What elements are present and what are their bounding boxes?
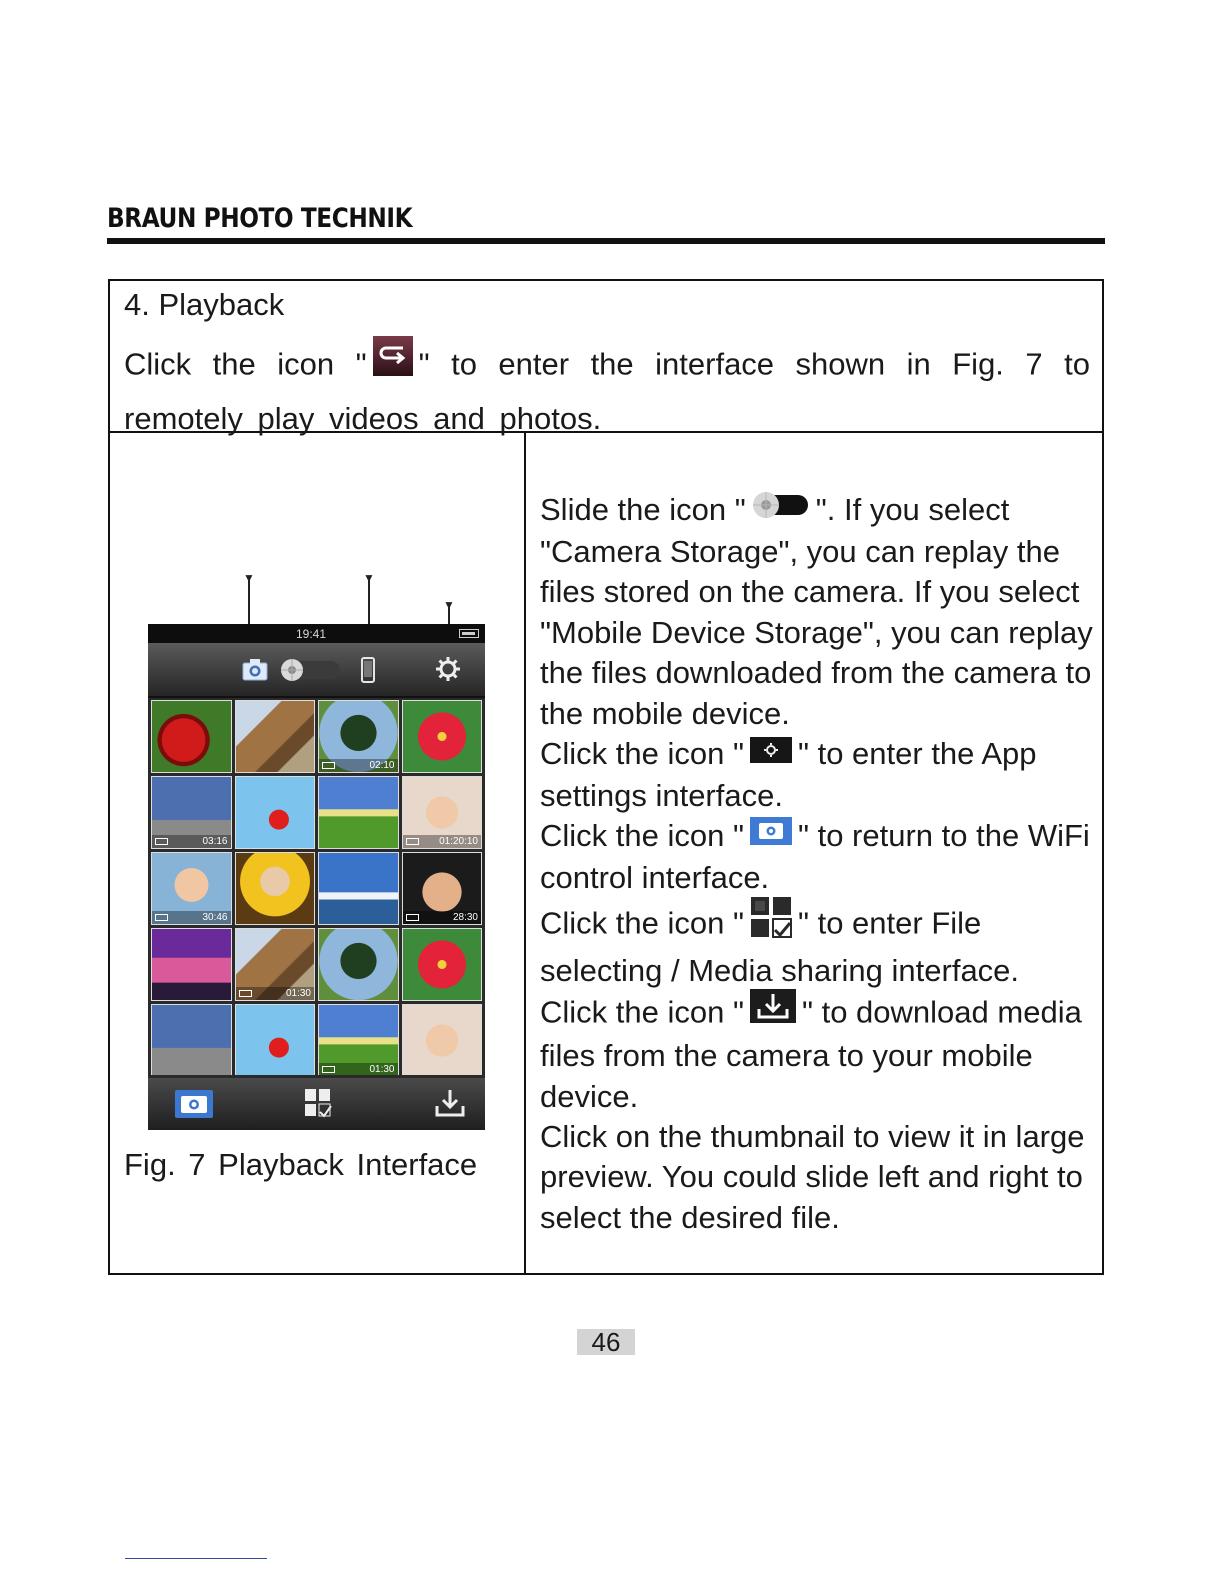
settings-icon[interactable] (435, 656, 461, 687)
thumbnail[interactable] (402, 700, 483, 773)
thumbnail[interactable] (151, 776, 232, 849)
camera-icon[interactable] (175, 1090, 213, 1123)
figure-cell (110, 432, 526, 1275)
video-icon (155, 914, 168, 921)
instruction-step (540, 734, 1100, 816)
storage-toggle-icon (752, 489, 810, 529)
instruction-step (540, 1117, 1100, 1238)
thumbnail[interactable] (402, 928, 483, 1001)
thumbnail-video-bar (319, 1063, 398, 1075)
video-icon (322, 1066, 335, 1073)
instruction-steps (540, 490, 1100, 1238)
video-duration: 02:10 (369, 760, 395, 771)
instruction-step (540, 899, 1100, 992)
thumbnail-grid (151, 700, 482, 1075)
thumbnail-video-bar (236, 987, 315, 1000)
thumbnail[interactable] (151, 1004, 232, 1075)
footer-rule (125, 1558, 267, 1559)
instructions-cell (526, 432, 1104, 1275)
intro-text (124, 339, 1090, 444)
status-time: 19:41 (296, 627, 327, 641)
video-duration: 01:30 (285, 988, 311, 999)
file-select-icon[interactable] (304, 1088, 332, 1123)
thumbnail-video-bar (152, 835, 231, 848)
thumbnail[interactable] (235, 776, 316, 849)
top-toolbar (148, 643, 485, 698)
thumbnail[interactable] (235, 700, 316, 773)
step-text-after: " to return to the WiFi control interface. (540, 818, 1090, 896)
video-duration: 03:16 (202, 836, 228, 847)
thumbnail[interactable] (318, 700, 399, 773)
pointer-tip: ▼ (443, 598, 455, 612)
settings-icon (750, 733, 792, 773)
instruction-step (540, 992, 1100, 1117)
step-text-after: " to enter the App settings interface. (540, 736, 1037, 814)
pointer-tip: ▼ (363, 571, 375, 585)
manual-table (108, 279, 1104, 1275)
thumbnail-video-bar (152, 911, 231, 924)
download-icon[interactable] (434, 1088, 466, 1123)
video-duration: 30:46 (202, 912, 228, 923)
thumbnail[interactable] (318, 928, 399, 1001)
thumbnail[interactable] (235, 928, 316, 1001)
thumbnail[interactable] (235, 852, 316, 925)
header-rule (107, 238, 1105, 244)
video-duration: 01:20:10 (439, 836, 478, 847)
battery-icon (459, 629, 479, 638)
step-text-before: Click the icon " (540, 994, 744, 1030)
video-icon (406, 914, 419, 921)
intro-cell (110, 281, 1102, 436)
video-duration: 01:30 (369, 1064, 395, 1075)
bottom-toolbar (148, 1078, 485, 1130)
video-icon (155, 838, 168, 845)
file-select-icon (750, 896, 792, 948)
playback-icon (373, 336, 413, 391)
storage-toggle-icon[interactable] (280, 658, 342, 687)
camera-icon[interactable] (242, 657, 268, 686)
status-bar (148, 624, 485, 643)
step-text-after: " to download media files from the camera to your mobile device. (540, 994, 1082, 1114)
video-duration: 28:30 (452, 912, 478, 923)
thumbnail[interactable] (235, 1004, 316, 1075)
thumbnail[interactable] (402, 1004, 483, 1075)
step-text-after: Click on the thumbnail to view it in large preview. You could slide left and right to select the desired file. (540, 1118, 1085, 1235)
page-number: 46 (577, 1329, 635, 1355)
thumbnail-video-bar (403, 911, 482, 924)
step-text-before: Click the icon " (540, 818, 744, 854)
thumbnail-video-bar (319, 759, 398, 772)
step-text-after: ". If you select "Camera Storage", you can replay the files stored on the camera. If you select "Mobile Device Storage", you can replay the files downloaded from the camera to the mobile device. (540, 492, 1093, 731)
thumbnail[interactable] (402, 852, 483, 925)
video-icon (406, 838, 419, 845)
figure-caption: Fig. 7 Playback Interface (124, 1147, 478, 1182)
phone-screenshot (148, 624, 485, 1130)
instruction-step (540, 816, 1100, 898)
video-icon (322, 762, 335, 769)
thumbnail[interactable] (318, 776, 399, 849)
thumbnail[interactable] (151, 700, 232, 773)
mobile-device-icon[interactable] (360, 657, 376, 688)
instruction-step (540, 490, 1100, 734)
brand-header: BRAUN PHOTO TECHNIK (107, 203, 413, 234)
intro-before: Click the icon " (124, 346, 367, 382)
thumbnail[interactable] (318, 852, 399, 925)
thumbnail[interactable] (151, 852, 232, 925)
thumbnail[interactable] (402, 776, 483, 849)
video-icon (239, 990, 252, 997)
section-title: 4. Playback (124, 287, 285, 322)
camera-icon (750, 815, 792, 855)
thumbnail[interactable] (318, 1004, 399, 1075)
step-text-before: Slide the icon " (540, 492, 746, 527)
thumbnail-video-bar (403, 835, 482, 848)
step-text-after: " to enter File selecting / Media sharing interface. (540, 905, 1020, 989)
pointer-tip: ▼ (243, 571, 255, 585)
download-icon (750, 989, 796, 1033)
thumbnail[interactable] (151, 928, 232, 1001)
step-text-before: Click the icon " (540, 736, 744, 772)
step-text-before: Click the icon " (540, 905, 744, 941)
intro-after: " to enter the interface shown in Fig. 7 to remotely play videos and photos. (124, 346, 1090, 436)
